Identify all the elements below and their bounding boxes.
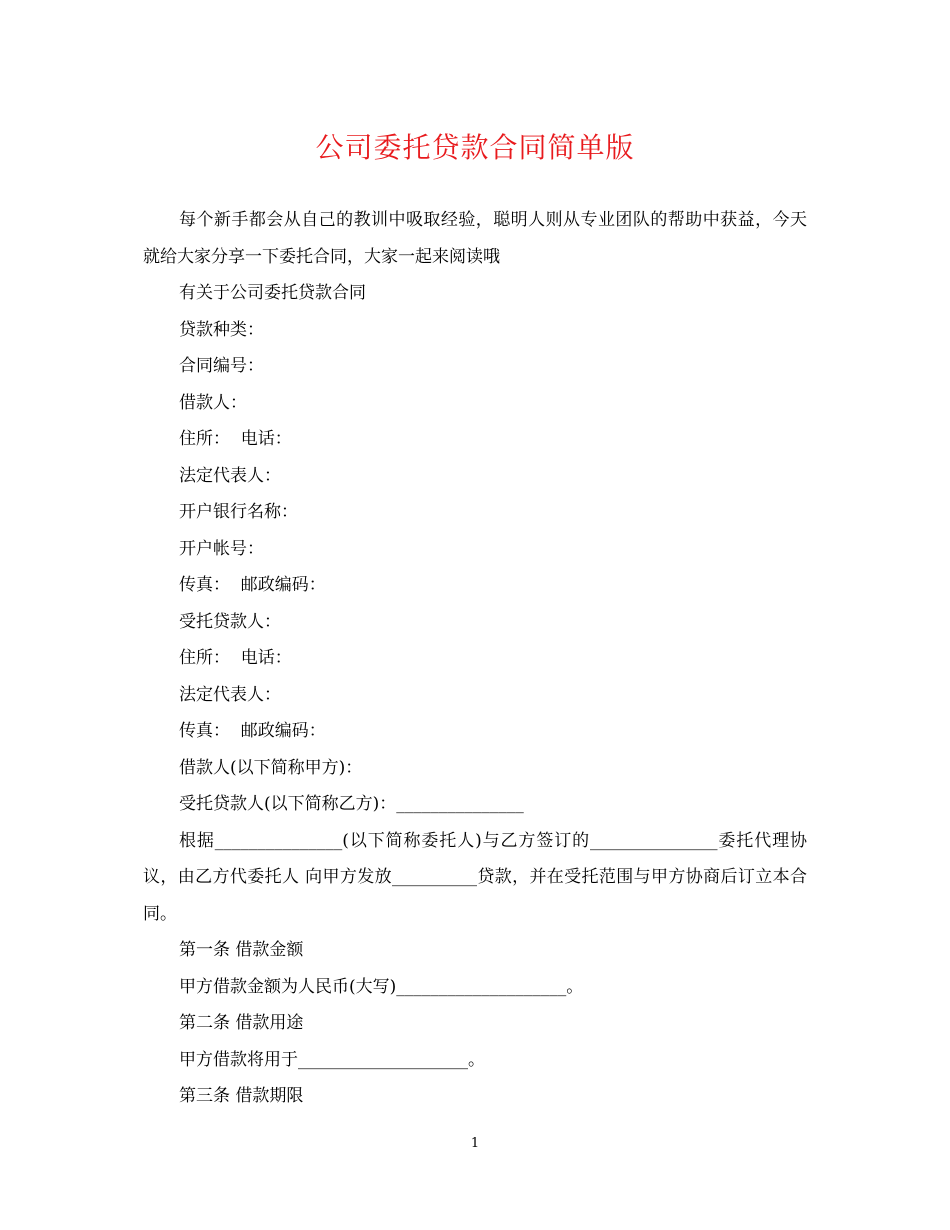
page-number: 1 bbox=[470, 1136, 480, 1151]
party-b-definition: 受托贷款人(以下简称乙方)：_______________ bbox=[179, 794, 524, 814]
field-borrower-address-phone: 住所： 电话： bbox=[179, 429, 292, 449]
field-loan-type: 贷款种类： bbox=[179, 319, 264, 340]
article-3-heading: 第三条 借款期限 bbox=[179, 1086, 304, 1106]
article-2-heading: 第二条 借款用途 bbox=[179, 1013, 304, 1033]
article-2-text: 甲方借款将用于____________________。 bbox=[179, 1049, 485, 1070]
field-trustee-address-phone: 住所： 电话： bbox=[179, 648, 292, 668]
party-a-definition: 借款人(以下简称甲方)： bbox=[179, 757, 363, 778]
field-bank-name: 开户银行名称： bbox=[179, 502, 298, 522]
document-body bbox=[143, 202, 807, 1115]
field-borrower-legal-rep: 法定代表人： bbox=[179, 465, 281, 486]
intro-paragraph: 每个新手都会从自己的教训中吸取经验，聪明人则从专业团队的帮助中获益，今天就给大家分享一下委托合同，大家一起来阅读哦 bbox=[143, 210, 807, 267]
field-trustee-legal-rep: 法定代表人： bbox=[179, 684, 281, 705]
field-borrower: 借款人： bbox=[179, 392, 247, 413]
contract-heading: 有关于公司委托贷款合同 bbox=[179, 283, 366, 303]
field-contract-number: 合同编号： bbox=[179, 356, 264, 376]
field-account-number: 开户帐号： bbox=[179, 538, 264, 559]
field-trustee-lender: 受托贷款人： bbox=[179, 611, 281, 632]
preamble-paragraph: 根据_______________(以下简称委托人)与乙方签订的_______________委托代理协议，由乙方代委托人 向甲方发放__________贷款，并在受托范围与甲方协商后订立本合同。 bbox=[143, 830, 807, 924]
field-borrower-fax-postcode: 传真： 邮政编码： bbox=[179, 575, 326, 595]
document-title: 公司委托贷款合同简单版 bbox=[315, 131, 635, 164]
field-trustee-fax-postcode: 传真： 邮政编码： bbox=[179, 721, 326, 741]
article-1-text: 甲方借款金额为人民币(大写)____________________。 bbox=[179, 976, 584, 997]
article-1-heading: 第一条 借款金额 bbox=[179, 940, 304, 960]
